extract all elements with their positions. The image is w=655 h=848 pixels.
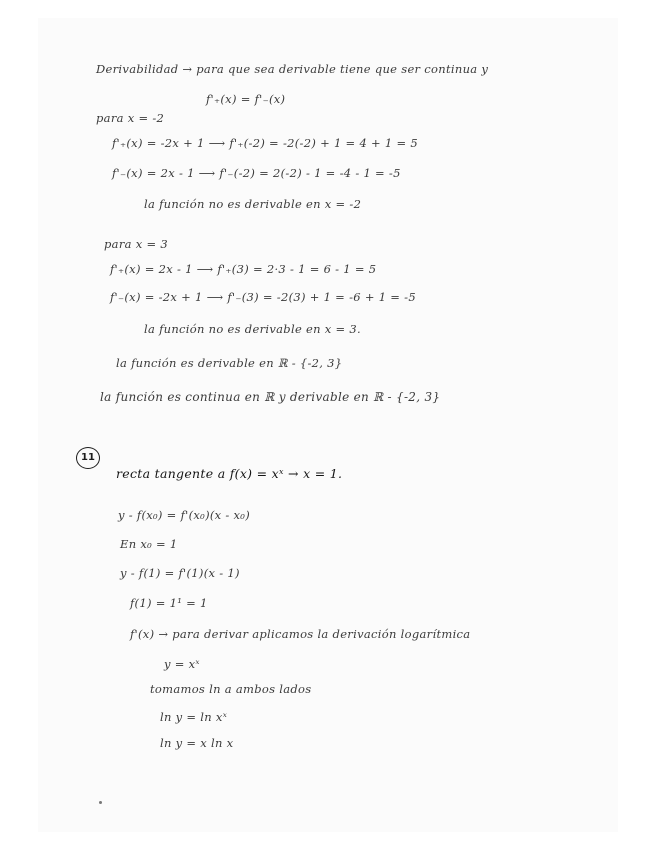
derivative-equality-condition: f'₊(x) = f'₋(x) (206, 92, 286, 106)
case-x-3-label: para x = 3 (104, 237, 168, 251)
log-derivation-note: f'(x) → para derivar aplicamos la derivación logarítmica (130, 627, 471, 641)
left-derivative-at-minus-2: f'₋(x) = 2x - 1 ⟶ f'₋(-2) = 2(-2) - 1 = -4 - 1 = -5 (112, 166, 401, 180)
case-x-minus-2-label: para x = -2 (96, 111, 165, 125)
right-derivative-at-minus-2: f'₊(x) = -2x + 1 ⟶ f'₊(-2) = -2(-2) + 1 = 4 + 1 = 5 (112, 136, 418, 150)
continuity-conclusion: la función es continua en ℝ y derivable en ℝ - {-2, 3} (100, 390, 441, 404)
ln-y-equals-ln-x-to-x: ln y = ln xˣ (160, 710, 228, 724)
f-of-1-value: f(1) = 1¹ = 1 (130, 596, 208, 610)
derivability-heading: Derivabilidad → para que sea derivable tiene que ser continua y (96, 62, 489, 76)
not-derivable-at-minus-2: la función no es derivable en x = -2 (144, 197, 362, 211)
tangent-line-formula: y - f(x₀) = f'(x₀)(x - x₀) (118, 508, 251, 522)
tangent-line-heading: recta tangente a f(x) = xˣ → x = 1. (116, 466, 343, 481)
ln-y-equals-x-ln-x: ln y = x ln x (160, 736, 234, 750)
exercise-number: 11 (76, 447, 100, 469)
left-derivative-at-3: f'₋(x) = -2x + 1 ⟶ f'₋(3) = -2(3) + 1 = -6 + 1 = -5 (110, 290, 416, 304)
take-ln-both-sides: tomamos ln a ambos lados (150, 682, 312, 696)
tangent-at-1: y - f(1) = f'(1)(x - 1) (120, 566, 240, 580)
point-x0-equals-1: En x₀ = 1 (120, 537, 178, 551)
ink-dot (99, 801, 102, 804)
not-derivable-at-3: la función no es derivable en x = 3. (144, 322, 361, 336)
right-derivative-at-3: f'₊(x) = 2x - 1 ⟶ f'₊(3) = 2·3 - 1 = 6 - 1 = 5 (110, 262, 377, 276)
derivability-domain: la función es derivable en ℝ - {-2, 3} (116, 356, 343, 370)
y-equals-x-to-x: y = xˣ (164, 657, 200, 671)
